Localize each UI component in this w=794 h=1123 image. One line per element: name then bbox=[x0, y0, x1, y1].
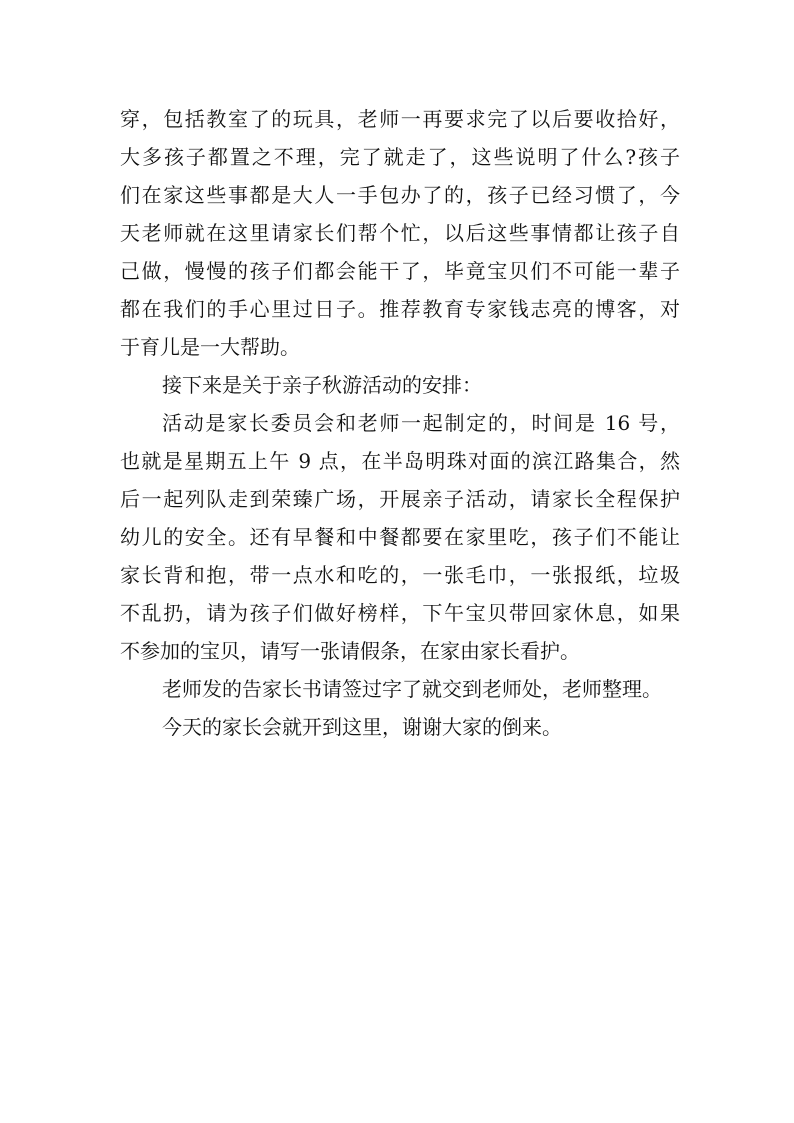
text-line: 于育儿是一大帮助。 bbox=[120, 335, 300, 359]
text-line: 也就是星期五上午 9 点，在半岛明珠对面的滨江路集合，然 bbox=[120, 449, 680, 473]
paragraph-closing bbox=[120, 708, 680, 746]
text-line: 活动是家长委员会和老师一起制定的，时间是 16 号， bbox=[162, 411, 680, 435]
text-line: 老师发的告家长书请签过字了就交到老师处，老师整理。 bbox=[162, 677, 662, 701]
text-line: 都在我们的手心里过日子。推荐教育专家钱志亮的博客，对 bbox=[120, 297, 680, 321]
paragraph-autumn-trip-details bbox=[120, 404, 680, 670]
text-line: 不乱扔，请为孩子们做好榜样，下午宝贝带回家休息，如果 bbox=[120, 601, 680, 625]
text-line: 穿，包括教室了的玩具，老师一再要求完了以后要收拾好， bbox=[120, 107, 680, 131]
text-line: 幼儿的安全。还有早餐和中餐都要在家里吃，孩子们不能让 bbox=[120, 525, 680, 549]
text-line: 今天的家长会就开到这里，谢谢大家的倒来。 bbox=[162, 715, 562, 739]
document-body bbox=[120, 100, 680, 746]
text-line: 后一起列队走到荣臻广场，开展亲子活动，请家长全程保护 bbox=[120, 487, 680, 511]
text-line: 天老师就在这里请家长们帮个忙，以后这些事情都让孩子自 bbox=[120, 221, 680, 245]
text-line: 接下来是关于亲子秋游活动的安排： bbox=[162, 373, 482, 397]
text-line: 不参加的宝贝，请写一张请假条，在家由家长看护。 bbox=[120, 639, 580, 663]
paragraph-childrens-habits bbox=[120, 100, 680, 366]
text-line: 己做，慢慢的孩子们都会能干了，毕竟宝贝们不可能一辈子 bbox=[120, 259, 680, 283]
text-line: 大多孩子都置之不理，完了就走了，这些说明了什么?孩子 bbox=[120, 145, 680, 169]
paragraph-parent-letter bbox=[120, 670, 680, 708]
text-line: 们在家这些事都是大人一手包办了的，孩子已经习惯了，今 bbox=[120, 183, 680, 207]
paragraph-autumn-trip-intro bbox=[120, 366, 680, 404]
text-line: 家长背和抱，带一点水和吃的，一张毛巾，一张报纸，垃圾 bbox=[120, 563, 680, 587]
